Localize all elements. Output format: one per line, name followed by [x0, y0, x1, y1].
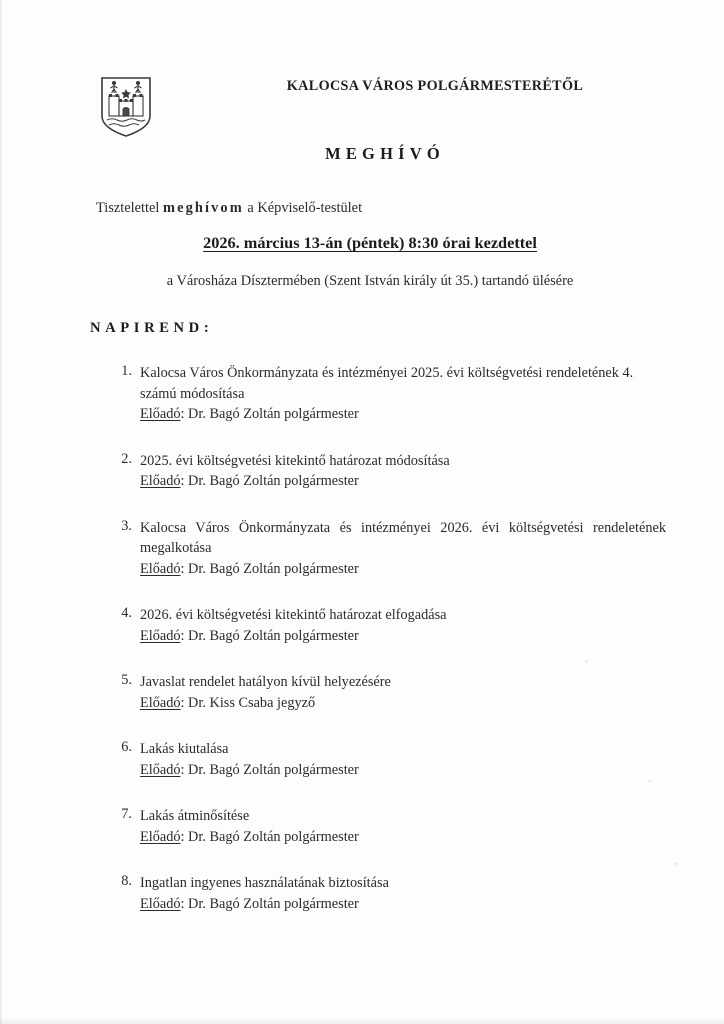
- agenda-item-presenter: [140, 404, 666, 425]
- invitation-intro-line: [96, 200, 362, 217]
- presenter-separator: :: [180, 895, 189, 912]
- agenda-item: [0, 363, 724, 425]
- agenda-item-presenter: [140, 827, 666, 848]
- presenter-name: Dr. Bagó Zoltán polgármester: [188, 828, 359, 845]
- presenter-separator: :: [180, 627, 189, 644]
- agenda-item-number: 4.: [121, 605, 132, 621]
- presenter-label: Előadó: [140, 627, 181, 644]
- agenda-item-presenter: [140, 894, 666, 915]
- agenda-item: [0, 806, 724, 847]
- agenda-item-title: Kalocsa Város Önkormányzata és intézményei 2025. évi költségvetési rendeletének 4. számú módosítása: [140, 365, 634, 402]
- agenda-item-presenter: [140, 693, 666, 714]
- agenda-item-title: 2025. évi költségvetési kitekintő határozat módosítása: [140, 452, 450, 469]
- presenter-label: Előadó: [140, 406, 181, 422]
- meeting-date-line: [90, 233, 650, 253]
- meeting-venue-line: a Városháza Dísztermében (Szent István király út 35.) tartandó ülésére: [166, 273, 574, 289]
- agenda-item: [0, 739, 724, 780]
- agenda-item: [0, 605, 724, 646]
- presenter-label: Előadó: [140, 895, 181, 912]
- agenda-item-number: 8.: [121, 873, 132, 889]
- agenda-item-title: Lakás kiutalása: [140, 741, 229, 757]
- presenter-name: Dr. Bagó Zoltán polgármester: [188, 473, 359, 489]
- agenda-item-title: Kalocsa Város Önkormányzata és intézményei 2026. évi költségvetési rendeletének megalkotása: [140, 519, 666, 556]
- presenter-separator: :: [180, 761, 189, 778]
- agenda-item-number: 5.: [121, 672, 132, 688]
- document-title: MEGHÍVÓ: [325, 144, 445, 163]
- agenda-list: [0, 363, 724, 940]
- agenda-item: [0, 873, 724, 914]
- agenda-item-number: 1.: [121, 363, 132, 379]
- presenter-separator: :: [180, 473, 189, 489]
- presenter-label: Előadó: [140, 761, 181, 778]
- agenda-item-presenter: [140, 760, 666, 781]
- intro-prefix: Tisztelettel: [96, 200, 164, 216]
- presenter-label: Előadó: [140, 694, 181, 711]
- agenda-item-title: Lakás átminősítése: [140, 808, 250, 824]
- agenda-item: [0, 672, 724, 713]
- presenter-label: Előadó: [140, 828, 181, 845]
- presenter-name: Dr. Bagó Zoltán polgármester: [188, 627, 359, 644]
- presenter-separator: :: [180, 406, 189, 422]
- agenda-item: [0, 518, 724, 580]
- meeting-date-text: 2026. március 13-án (péntek) 8:30 órai kezdettel: [203, 233, 537, 252]
- agenda-item-title: Ingatlan ingyenes használatának biztosítása: [140, 875, 389, 891]
- presenter-name: Dr. Kiss Csaba jegyző: [188, 694, 316, 711]
- presenter-name: Dr. Bagó Zoltán polgármester: [188, 761, 359, 778]
- presenter-name: Dr. Bagó Zoltán polgármester: [188, 560, 359, 577]
- presenter-separator: :: [180, 828, 189, 845]
- intro-suffix: a Képviselő-testület: [243, 200, 363, 216]
- presenter-name: Dr. Bagó Zoltán polgármester: [188, 406, 359, 422]
- coat-of-arms-icon: [99, 76, 153, 138]
- presenter-separator: :: [180, 694, 189, 711]
- agenda-item-number: 2.: [121, 450, 132, 467]
- presenter-separator: :: [180, 560, 189, 577]
- agenda-item-presenter: [140, 559, 666, 580]
- intro-emphasis: meghívom: [163, 200, 244, 216]
- presenter-label: Előadó: [140, 473, 181, 489]
- agenda-item-presenter: [140, 471, 666, 492]
- agenda-item: [0, 451, 724, 492]
- agenda-item-title: Javaslat rendelet hatályon kívül helyezésére: [140, 674, 391, 690]
- agenda-item-presenter: [140, 626, 666, 647]
- document-header: [0, 72, 724, 142]
- agenda-item-number: 6.: [121, 739, 132, 755]
- presenter-label: Előadó: [140, 560, 181, 577]
- presenter-name: Dr. Bagó Zoltán polgármester: [188, 895, 359, 912]
- agenda-item-title: 2026. évi költségvetési kitekintő határozat elfogadása: [140, 607, 447, 623]
- scan-edge-bottom: [0, 1018, 724, 1024]
- agenda-item-number: 3.: [121, 517, 132, 534]
- agenda-heading: NAPIREND:: [90, 320, 214, 336]
- agenda-item-number: 7.: [121, 806, 132, 822]
- office-title: KALOCSA VÁROS POLGÁRMESTERÉTŐL: [286, 78, 584, 94]
